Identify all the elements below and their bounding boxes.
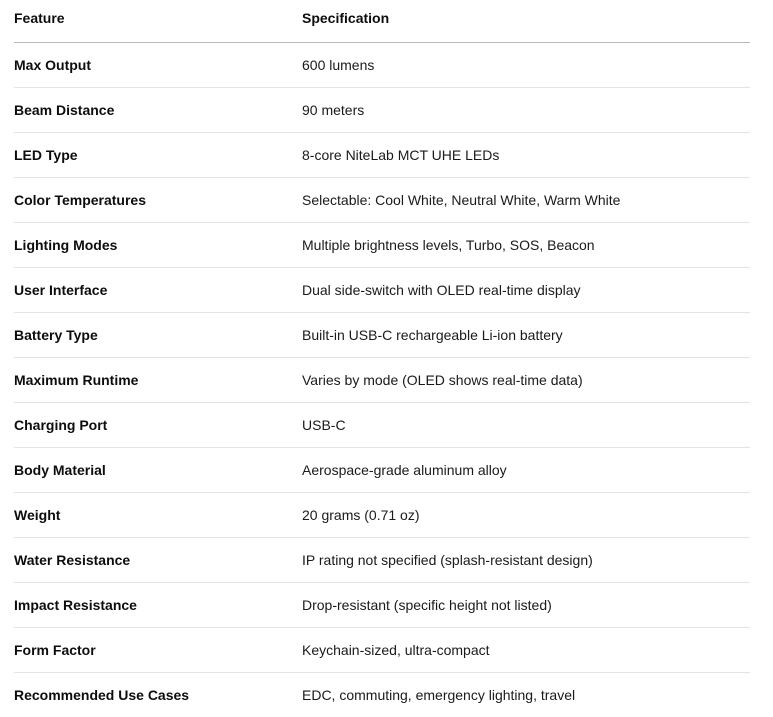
specification-cell: Keychain-sized, ultra-compact [302, 628, 750, 673]
table-row [14, 628, 750, 673]
table-body [14, 43, 750, 717]
table-row [14, 673, 750, 717]
table-row [14, 493, 750, 538]
feature-cell: Weight [14, 493, 302, 538]
table-row [14, 178, 750, 223]
specification-cell: Multiple brightness levels, Turbo, SOS, Beacon [302, 223, 750, 268]
specification-cell: Drop-resistant (specific height not listed) [302, 583, 750, 628]
feature-cell: Body Material [14, 448, 302, 493]
header-feature: Feature [14, 0, 302, 43]
specification-cell: 20 grams (0.71 oz) [302, 493, 750, 538]
feature-cell: Beam Distance [14, 88, 302, 133]
specification-cell: 600 lumens [302, 43, 750, 88]
specification-cell: USB-C [302, 403, 750, 448]
table-row [14, 268, 750, 313]
feature-cell: Color Temperatures [14, 178, 302, 223]
specification-cell: Varies by mode (OLED shows real-time data) [302, 358, 750, 403]
feature-cell: LED Type [14, 133, 302, 178]
feature-cell: Charging Port [14, 403, 302, 448]
specification-cell: 8-core NiteLab MCT UHE LEDs [302, 133, 750, 178]
table-row [14, 133, 750, 178]
table-row [14, 538, 750, 583]
table-row [14, 583, 750, 628]
specification-cell: 90 meters [302, 88, 750, 133]
feature-cell: User Interface [14, 268, 302, 313]
header-row [14, 0, 750, 43]
specification-cell: Dual side-switch with OLED real-time display [302, 268, 750, 313]
feature-cell: Maximum Runtime [14, 358, 302, 403]
feature-cell: Water Resistance [14, 538, 302, 583]
table-row [14, 358, 750, 403]
feature-cell: Impact Resistance [14, 583, 302, 628]
specification-cell: Aerospace-grade aluminum alloy [302, 448, 750, 493]
table-row [14, 403, 750, 448]
feature-cell: Max Output [14, 43, 302, 88]
feature-cell: Battery Type [14, 313, 302, 358]
table-row [14, 88, 750, 133]
table-row [14, 43, 750, 88]
specification-cell: Selectable: Cool White, Neutral White, Warm White [302, 178, 750, 223]
feature-cell: Form Factor [14, 628, 302, 673]
table-row [14, 223, 750, 268]
table-row [14, 448, 750, 493]
table-row [14, 313, 750, 358]
table-header [14, 0, 750, 43]
header-specification: Specification [302, 0, 750, 43]
specification-cell: Built-in USB-C rechargeable Li-ion battery [302, 313, 750, 358]
specification-cell: IP rating not specified (splash-resistant design) [302, 538, 750, 583]
spec-table [14, 0, 750, 717]
feature-cell: Recommended Use Cases [14, 673, 302, 717]
feature-cell: Lighting Modes [14, 223, 302, 268]
specification-cell: EDC, commuting, emergency lighting, travel [302, 673, 750, 717]
